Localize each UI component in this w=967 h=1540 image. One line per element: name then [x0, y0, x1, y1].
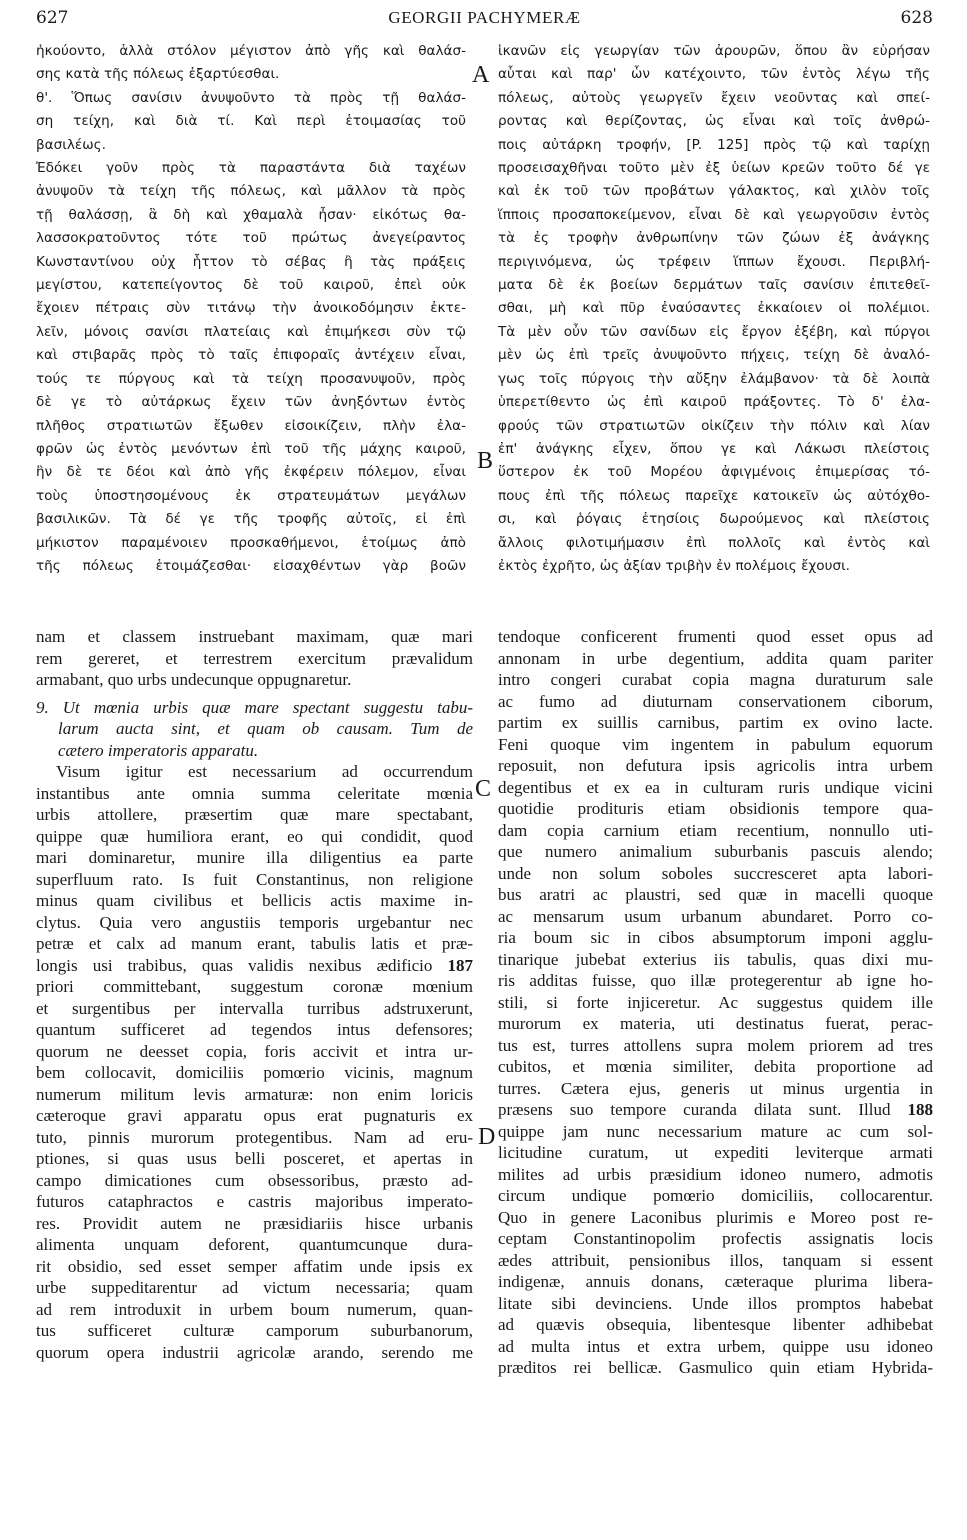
latin-line: nam et classem instruebant maximam, quæ mari — [36, 627, 473, 646]
page-ref: 187 — [447, 955, 473, 975]
greek-line: σι, καὶ ῥόγαις ἐτησίοις δωρούμενος καὶ πλείστοις — [498, 511, 930, 528]
latin-line: minus quam civilibus et bellicis actis maxime in- — [36, 891, 473, 910]
greek-line: ἀνυψοῦν τὰ τείχη τῆς πόλεως, καὶ μᾶλλον τὰ πρὸς — [36, 183, 466, 200]
greek-line: Τὰ μὲν οὖν τῶν σανίδων εἰς ἔργον ἐξέβη, καὶ πύργοι — [498, 323, 930, 340]
greek-line: τῇ θαλάσσῃ, ἃ δὴ καὶ χθαμαλὰ ἦσαν· εἰκότως θα- — [36, 206, 466, 223]
margin-marker-b: B — [477, 448, 494, 474]
greek-line: γως τοῖς πύργοις τὴν αὔξην ἐλάμβανον· τὰ δὲ λοιπὰ — [498, 370, 930, 387]
greek-line: ἐκτὸς ἐχρῆτο, ὡς ἀξίαν τριβὴν ἐν πολέμοις ἔχουσι. — [498, 557, 851, 574]
greek-line: περιγινόμενα, ὡς τρέφειν ἵππων ἔχουσι. Περιβλή- — [498, 253, 930, 270]
latin-line: urbe suppeditarentur ad victum necessaria; quam — [36, 1278, 473, 1297]
running-title: GEORGII PACHYMERÆ — [388, 8, 581, 27]
latin-line: intro congeri curabat copia magna duraturum sale — [498, 670, 933, 689]
latin-line: tus sufficeret culturæ camporum suburbanorum, — [36, 1321, 473, 1340]
greek-line: σης κατὰ τῆς πόλεως ἐξαρτύεσθαι. — [36, 66, 280, 83]
latin-line: Quo in genere Laconibus plurimis e Moreo post re- — [498, 1207, 933, 1227]
greek-line: καὶ ἐκ τοῦ τῶν προβάτων γάλακτος, καὶ χιλὸν τοῖς — [498, 183, 930, 200]
latin-line: instantibus ante omnia summa celeritate mœnia — [36, 783, 473, 803]
latin-line: quorum ne deesset copia, foris accivit et intra ur- — [36, 1041, 473, 1061]
latin-line: quotidie prodituris etiam obsidionis tempore qua- — [498, 799, 933, 818]
greek-line: τοὺς ὑποστησομένους ἐκ στρατευμάτων μεγάλων — [36, 487, 466, 504]
latin-line: mari dominaretur, munire illa diligentius ea parte — [36, 848, 473, 867]
greek-line: ὑπερετίθεντο ὡς ἐπὶ καιροῦ πράξοντες. Τὸ δ' ἐλα- — [498, 394, 930, 411]
margin-marker-c: C — [475, 776, 492, 802]
latin-line: futuros cataphractos e castris majoribus imperato- — [36, 1192, 473, 1211]
greek-line: ἐπ' ἀνάγκης εἶχεν, ὅπου γε καὶ Λάκωσι πλείστοις — [498, 440, 930, 457]
greek-line: βασιλέως. — [36, 136, 106, 153]
section-heading-line: 9. Ut mœnia urbis quæ mare spectant suggestu tabu- — [36, 697, 473, 717]
latin-line: ac mensarum usum urbanum abundaret. Porro co- — [498, 906, 933, 926]
margin-marker-a: A — [472, 62, 490, 88]
latin-line: quippe jam nunc necessarium mature ac cum sol- — [498, 1121, 933, 1141]
greek-line: Κωνσταντίνου οὐχ ἧττον τὸ σέβας ἢ τὰς πράξεις — [36, 253, 466, 270]
latin-line: stili, si forte injiceretur. Ac suggestus quidem ille — [498, 992, 933, 1012]
latin-line: ad multa intus et extra urbem, quippe usu idoneo — [498, 1336, 933, 1356]
latin-line: quippe quæ humiliora erant, eo qui condidit, quod — [36, 826, 473, 846]
latin-line: ris additas fuisse, quo illæ protegerentur ab igne ho- — [498, 971, 933, 990]
latin-line: urbis attollere, præsertim quæ mare spectabant, — [36, 805, 473, 824]
latin-line: ad quævis obsequia, libentesque libenter adhibebat — [498, 1315, 933, 1334]
greek-line: βασιλικῶν. Τὰ δέ γε τῆς τροφῆς αὐτοῖς, εἰ ἐπὶ — [36, 511, 466, 528]
greek-line: ροντας καὶ θερίζοντας, ὡς εἶναι καὶ τοῖς ἀνθρώ- — [498, 113, 930, 130]
latin-line: cæteroque gravi apparatu opus erat pugnaturis ex — [36, 1106, 473, 1125]
greek-column-left — [36, 40, 466, 600]
greek-line: τῆς πόλεως ἑτοιμάζεσθαι· εἰσαχθέντων γὰρ βοῶν — [36, 557, 466, 574]
latin-line: rem gereret, et terrestrem exercitum prævalidum — [36, 648, 473, 668]
greek-line: ἵπποις προσαποκείμενον, εἶναι δὲ καὶ γεωργοῦσιν ἐντὸς — [498, 206, 930, 223]
latin-line: bem collocavit, domiciliis pomœrio vicinis, magnum — [36, 1063, 473, 1082]
greek-line: ἠκούοντο, ἀλλὰ στόλον μέγιστον ἀπὸ γῆς καὶ θαλάσ- — [36, 43, 466, 59]
latin-line: litate sibi devinciens. Unde illos promptos habebat — [498, 1293, 933, 1313]
page-ref: 188 — [907, 1100, 933, 1119]
latin-line: ria boum sic in cibos absumptorum imponi agglu- — [498, 928, 933, 947]
greek-line: προσεισαχθῆναι τοῦτο μὲν ἐξ ὑείων κρεῶν τοῦτο δέ γε — [498, 160, 930, 177]
latin-column-right — [498, 626, 933, 1531]
latin-line: turres. Cætera ejus, generis ut minus urgentia in — [498, 1078, 933, 1098]
latin-line: armabant, quo urbs undecunque oppugnaretur. — [36, 670, 352, 689]
greek-line: μὲν ὡς ἐπὶ τρεῖς ἀνυψοῦντο πήχεις, τείχη δὲ ἀναλό- — [498, 347, 930, 364]
greek-line: μεγίστου, κατεπείγοντος δὲ τοῦ καιροῦ, ἐπεὶ οὐκ — [36, 277, 466, 294]
greek-line: Ἐδόκει γοῦν πρὸς τὰ παραστάντα διὰ ταχέων — [36, 160, 466, 177]
latin-line: tinarique jubebat exterius iis tabulis, quas dixi mu- — [498, 949, 933, 969]
greek-line: μήκιστον παραμένοιεν προσκαθήμενοι, ἑτοίμως ἀπὸ — [36, 534, 466, 551]
latin-line: ædes attribuit, pensionibus illos, tanquam si essent — [498, 1250, 933, 1270]
latin-line: quorum opera industrii agricolæ arando, serendo me — [36, 1342, 473, 1362]
latin-column-left — [36, 626, 473, 1531]
greek-line: φρούς τῶν στρατιωτῶν οἰκίζειν τὴν πόλιν καὶ λίαν — [498, 417, 930, 434]
latin-line: annonam in urbe degentium, addita quam pariter — [498, 648, 933, 668]
greek-line: τὰ ἐς τροφὴν ἀνθρωπίνην τῶν ζώων ἐξ ἀνάγκης — [498, 230, 930, 247]
section-heading-line: cætero imperatoris apparatu. — [58, 740, 259, 760]
greek-line: τούς τε πύργους καὶ τὰ τείχη προσανυψοῦν, πρὸς — [36, 370, 466, 387]
latin-line: ac fumo ad diuturnam conservationem ciborum, — [498, 691, 933, 711]
latin-line: indigenæ, annuis donans, cæteraque plurima libera- — [498, 1272, 933, 1291]
latin-line: licitudine curatum, ut expediti leviterque armati — [498, 1143, 933, 1162]
greek-line: λεῖν, μόνοις σανίσι πλατείαις καὶ ἐπιμήκεσι σὺν τῷ — [36, 323, 466, 340]
latin-line: cubitos, et mœnia similiter, debita proportione ad — [498, 1057, 933, 1076]
latin-line: superfluum rato. Is fuit Constantinus, non religione — [36, 869, 473, 889]
latin-line: et surgentibus per intervalla turribus adstruxerunt, — [36, 998, 473, 1018]
page-header — [36, 8, 933, 38]
greek-line: θ'. Ὅπως σανίσιν ἀνυψοῦντο τὰ πρὸς τῇ θαλάσ- — [36, 89, 466, 106]
greek-line: πους ἐπὶ τῆς πόλεως παρεῖχε κατοικεῖν ὡς αὐτόχθο- — [498, 487, 930, 504]
greek-line: πλῆθος στρατιωτῶν ἔξωθεν εἰσοικίζειν, πλὴν ἐλα- — [36, 417, 466, 434]
latin-line: campo dimicationes cum obsessoribus, præsto ad- — [36, 1170, 473, 1190]
latin-line: longis usi trabibus, quas validis nexibus ædificio 187 — [36, 955, 473, 975]
latin-line: unde non solum soboles succresceret apta labori- — [498, 863, 933, 883]
greek-column-right — [498, 40, 930, 600]
latin-line: ceptam Constantinopolim profectis assignatis locis — [498, 1229, 933, 1248]
latin-line: ptiones, si quas usus belli posceret, et apertas in — [36, 1149, 473, 1168]
latin-line: priori committebant, suggestum coronæ mœnium — [36, 977, 473, 996]
section-heading-line: larum aucta sint, et quam ob causam. Tum de — [58, 719, 473, 738]
greek-line: ση τείχη, καὶ διὰ τί. Καὶ περὶ ἑτοιμασίας τοῦ — [36, 113, 466, 130]
greek-line: σθαι, μὴ καὶ πῦρ ἐναύσαντες ἐκκαίοιεν οἱ πολέμιοι. — [498, 300, 930, 317]
latin-line: dam copia carnium etiam recentium, nonnullo uti- — [498, 820, 933, 840]
latin-line: ad rem introduxit in urbem boum numerum, quan- — [36, 1299, 473, 1319]
greek-line: ἔχοιεν πέτραις σὺν τιτάνῳ τὴν ἀνοικοδόμησιν ἐκτε- — [36, 300, 466, 317]
latin-line: tus est, turres attollens supra molem priorem ad tres — [498, 1035, 933, 1055]
latin-line: rit obsidio, sed esset semper affatim unde ipsis ex — [36, 1256, 473, 1276]
latin-line: degentibus et ex ea in culturam ruris undique vicini — [498, 777, 933, 797]
margin-marker-d: D — [478, 1124, 496, 1150]
latin-line: tendoque conficerent frumenti quod esset opus ad — [498, 627, 933, 646]
greek-line: καὶ στιβαρᾶς πρὸς τὸ ταῖς ἐπιφοραῖς ἀντέχειν εἶναι, — [36, 347, 466, 364]
latin-line: reposuit, non defutura ipsis agricolis intra urbem — [498, 756, 933, 775]
greek-line: ἄλλοις φιλοτιμήμασιν ἐπὶ πολλοῖς καὶ ἐντὸς καὶ — [498, 534, 930, 551]
latin-line: quantum sufficeret ad tegendos intus defensores; — [36, 1020, 473, 1039]
greek-line: δὲ γε τὸ αὐτάρκως ἔχειν τῶν ἀνηξόντων ἐντὸς — [36, 394, 466, 411]
greek-line: φρῶν ὡς ἐντὸς μενόντων ἐπὶ τοῦ τῆς μάχης καιροῦ, — [36, 440, 466, 457]
latin-line: circum undique pomœrio domiciliis, collocarentur. — [498, 1186, 933, 1205]
latin-line: alimenta unquam deforent, quantumcunque dura- — [36, 1235, 473, 1254]
greek-line: ποις αὐτάρκη τροφήν, [P. 125] πρὸς τῷ καὶ ταρίχῃ — [498, 136, 930, 153]
latin-line: tuto, pinnis murorum protegentibus. Nam ad eru- — [36, 1127, 473, 1147]
page-number-left: 627 — [36, 8, 69, 28]
latin-line: numerum militum levis armaturæ: non enim loricis — [36, 1084, 473, 1104]
latin-line: milites ad urbis præsidium idoneo numero, admotis — [498, 1164, 933, 1184]
greek-line: ἱκανῶν εἰς γεωργίαν τῶν ἀρουρῶν, ὅπου ἂν εὑρήσαν — [498, 43, 930, 59]
greek-line: ἣν δὲ τε δέοι καὶ ἀπὸ γῆς ἐκφέρειν πόλεμον, εἶναι — [36, 464, 466, 481]
latin-line: partim ex suillis carnibus, partim ex ovino lacte. — [498, 713, 933, 732]
greek-line: ματα δὲ ἐκ βοείων δερμάτων ταῖς σανίσιν ἐπιτεθεῖ- — [498, 277, 930, 294]
greek-line: λασσοκρατοῦντος τότε τοῦ πρώτως ἀνεγείραντος — [36, 230, 466, 247]
latin-line: que numero animalium suburbanis pascuis alendo; — [498, 842, 933, 861]
greek-line: ὕστερον ἐκ τοῦ Μορέου ἀφιγμένοις ἐπιμερίσας τό- — [498, 464, 930, 481]
latin-line: petræ et calx ad manum erant, tabulis latis et præ- — [36, 934, 473, 953]
latin-line: præsens suo tempore curanda dilata sunt. Illud 188 — [498, 1100, 933, 1119]
latin-line: præditos rei bellicæ. Gasmulico quin etiam Hybrida- — [498, 1358, 933, 1377]
latin-line: res. Providit autem ne præsidiariis hisce urbanis — [36, 1213, 473, 1233]
latin-line: Feni quoque vim ingentem in pabulum equorum — [498, 734, 933, 754]
latin-line: murorum ex materia, uti destinatus fuerat, perac- — [498, 1014, 933, 1033]
latin-line: bus aratri ac plaustri, sed quæ in macelli quoque — [498, 885, 933, 904]
latin-line: Visum igitur est necessarium ad occurrendum — [56, 762, 473, 781]
latin-line: clytus. Quia vero angustiis temporis urgebantur nec — [36, 912, 473, 932]
greek-line: πόλεως, αὐτοὺς γεωργεῖν ἔχειν νεοῦντας καὶ σπεί- — [498, 89, 930, 106]
page-number-right: 628 — [900, 8, 933, 28]
greek-line: αὗται καὶ παρ' ὧν κατέχοιντο, τῶν ἐντὸς λέγω τῆς — [498, 66, 930, 83]
